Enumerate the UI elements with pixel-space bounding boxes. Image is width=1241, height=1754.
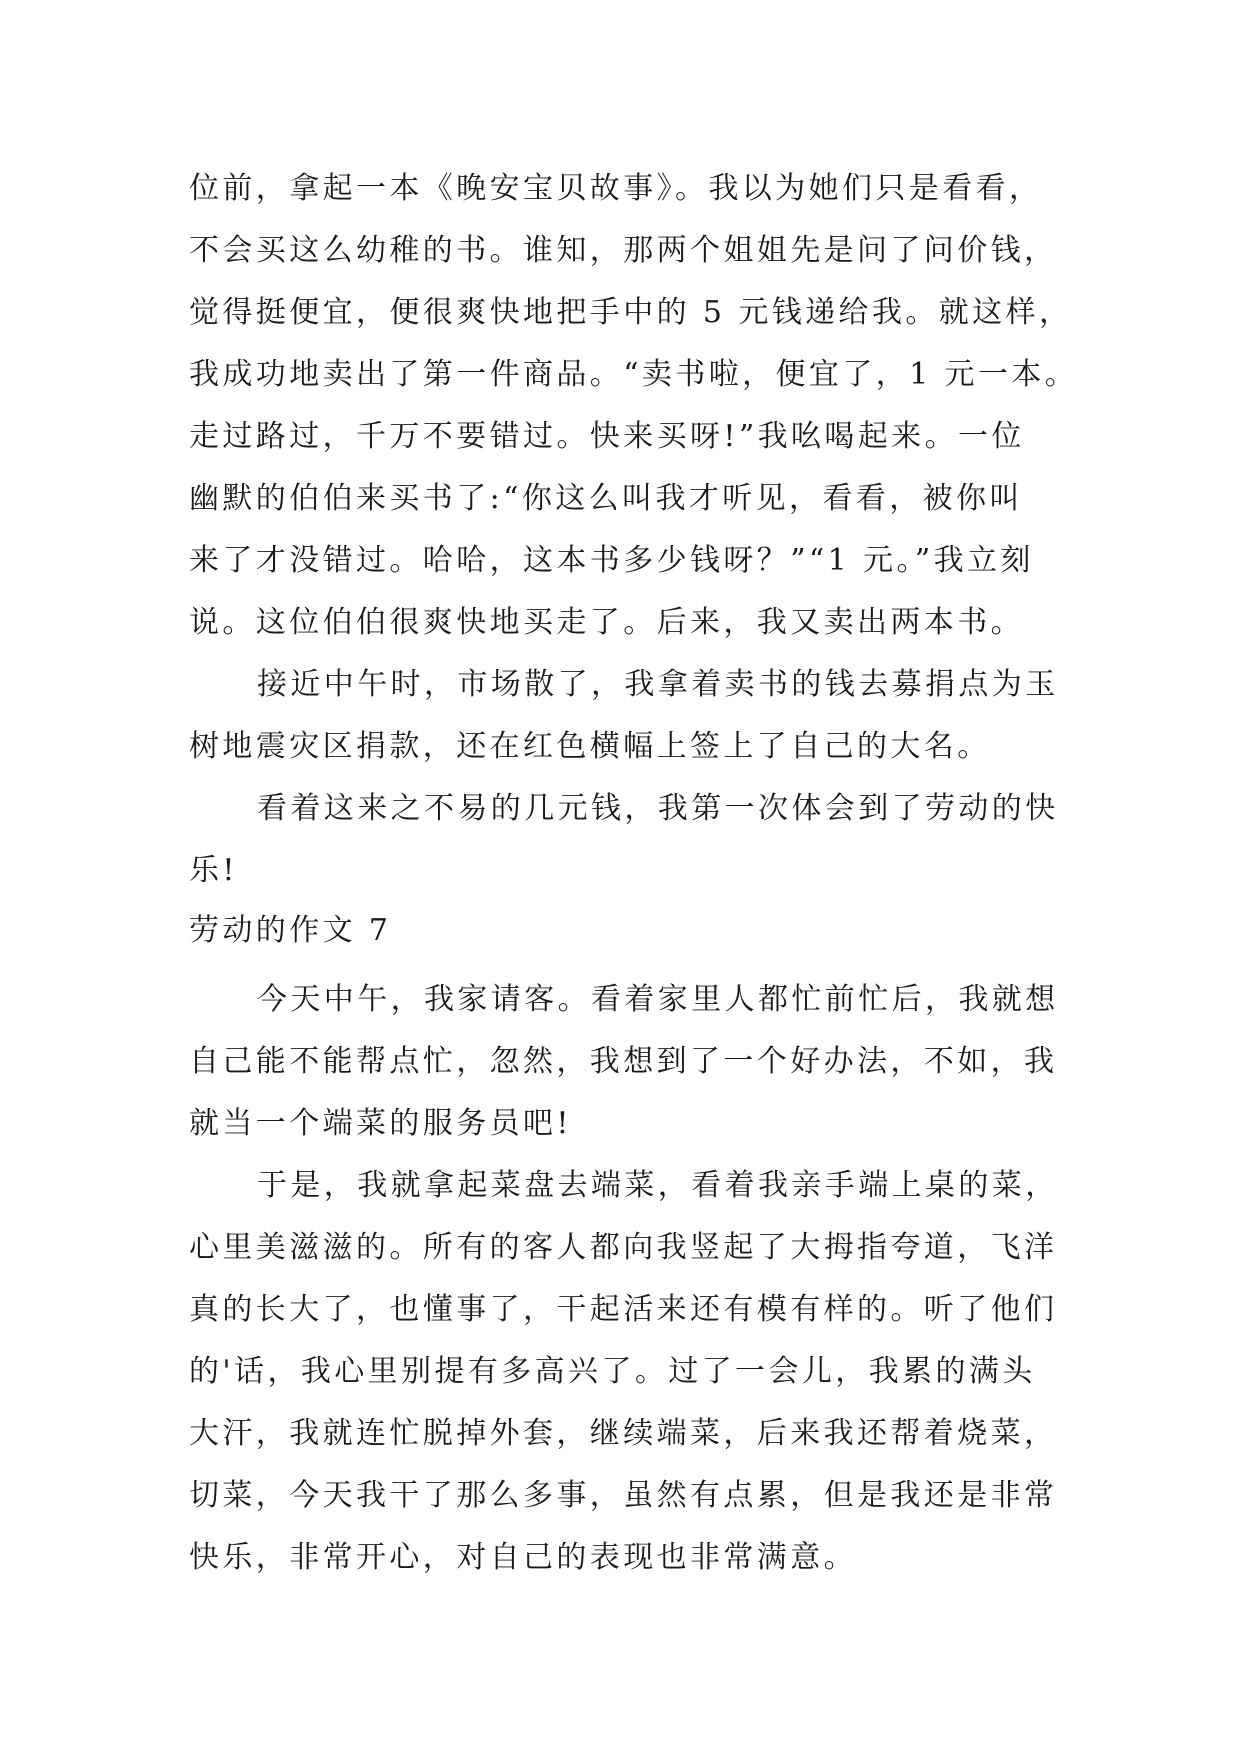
- text-line: 大汗，我就连忙脱掉外套，继续端菜，后来我还帮着烧菜，: [189, 1416, 1058, 1451]
- essay-7-body: [189, 969, 1069, 1589]
- text-line: 的'话，我心里别提有多高兴了。过了一会儿，我累的满头: [189, 1354, 1036, 1389]
- text-line: 接近中午时，市场散了，我拿着卖书的钱去募捐点为玉: [257, 667, 1059, 702]
- text-line: 切菜，今天我干了那么多事，虽然有点累，但是我还是非常: [189, 1478, 1058, 1513]
- paragraph: [189, 778, 1069, 902]
- text-line: 我成功地卖出了第一件商品。“卖书啦，便宜了，1 元一本。: [189, 357, 1079, 392]
- text-line: 真的长大了，也懂事了，干起活来还有模有样的。听了他们: [189, 1292, 1058, 1327]
- essay-heading: [189, 900, 1069, 962]
- text-line: 说。这位伯伯很爽快地买走了。后来，我又卖出两本书。: [189, 605, 1024, 640]
- text-line: 看着这来之不易的几元钱，我第一次体会到了劳动的快: [257, 791, 1059, 826]
- text-line: 快乐，非常开心，对自己的表现也非常满意。: [189, 1540, 857, 1575]
- text-line: 心里美滋滋的。所有的客人都向我竖起了大拇指夸道，飞洋: [189, 1230, 1058, 1265]
- text-line: 来了才没错过。哈哈，这本书多少钱呀？”“1 元。”我立刻: [189, 543, 1034, 578]
- paragraph: [189, 1155, 1069, 1589]
- text-line: 于是，我就拿起菜盘去端菜，看着我亲手端上桌的菜，: [257, 1168, 1059, 1203]
- section-title: 劳动的作文 7: [189, 913, 392, 948]
- text-line: 觉得挺便宜，便很爽快地把手中的 5 元钱递给我。就这样，: [189, 295, 1073, 330]
- text-line: 自己能不能帮点忙，忽然，我想到了一个好办法，不如，我: [189, 1044, 1058, 1079]
- text-line: 不会买这么幼稚的书。谁知，那两个姐姐先是问了问价钱，: [189, 233, 1058, 268]
- previous-essay-continuation: [189, 158, 1079, 902]
- text-line: 就当一个端菜的服务员吧!: [189, 1106, 572, 1141]
- paragraph: [189, 654, 1069, 778]
- text-line: 走过路过，千万不要错过。快来买呀!”我吆喝起来。一位: [189, 419, 1025, 454]
- text-line: 乐!: [189, 853, 238, 888]
- text-line: 树地震灾区捐款，还在红色横幅上签上了自己的大名。: [189, 729, 991, 764]
- text-line: 位前，拿起一本《晚安宝贝故事》。我以为她们只是看看，: [189, 171, 1043, 206]
- paragraph: [189, 158, 1079, 654]
- text-line: 幽默的伯伯来买书了:“你这么叫我才听见，看看，被你叫: [189, 481, 1023, 516]
- text-line: 今天中午，我家请客。看着家里人都忙前忙后，我就想: [257, 982, 1059, 1017]
- paragraph: [189, 969, 1069, 1155]
